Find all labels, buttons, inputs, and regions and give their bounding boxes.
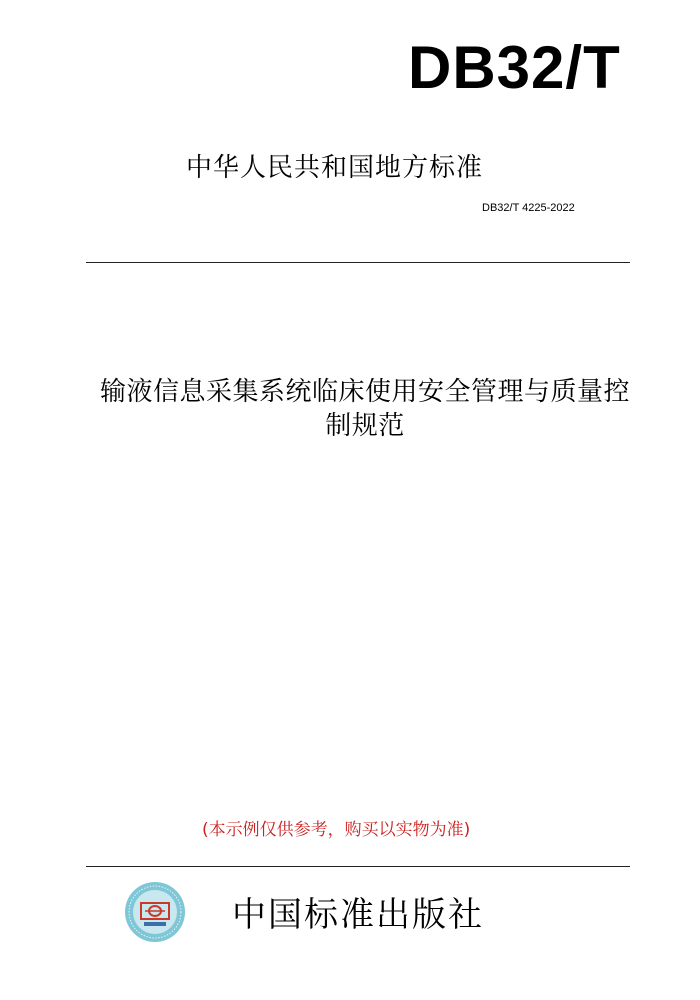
bottom-divider	[86, 866, 630, 867]
standard-code-large: DB32/T	[408, 34, 621, 101]
document-title	[40, 375, 690, 443]
seal-banner	[144, 922, 166, 926]
document-title-line-2: 制规范	[325, 411, 405, 441]
standard-number: DB32/T 4225-2022	[482, 202, 575, 214]
seal-inner-disc	[133, 890, 177, 934]
sample-notice: (本示例仅供参考，购买以实物为准)	[202, 820, 471, 840]
publisher-seal-icon	[124, 881, 186, 943]
top-divider	[86, 262, 630, 263]
publisher-name: 中国标准出版社	[232, 895, 484, 935]
document-title-line-1: 输液信息采集系统临床使用安全管理与质量控	[99, 377, 630, 407]
standard-type-heading: 中华人民共和国地方标准	[186, 153, 484, 183]
